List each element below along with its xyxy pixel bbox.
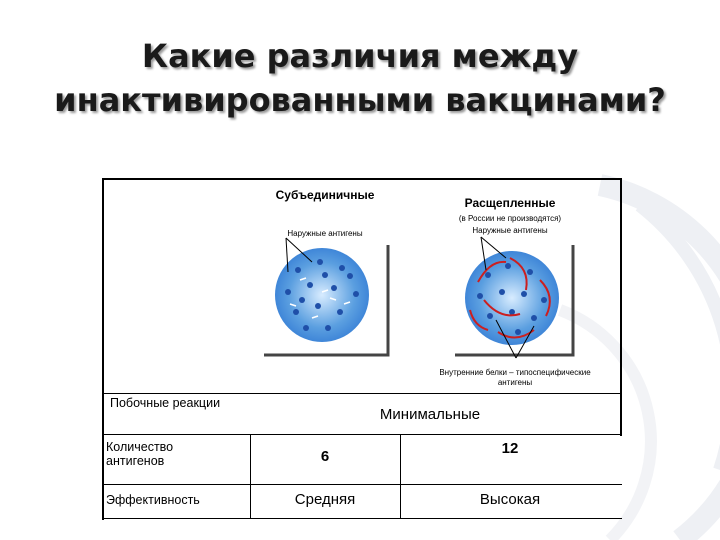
subunit-vaccine-diagram	[264, 238, 388, 355]
internal-label-line-1: Внутренние белки – типоспецифические	[439, 368, 591, 377]
title-line-1: Какие различия между	[141, 37, 579, 75]
split-vaccine-diagram	[455, 237, 573, 358]
antigen-count-label-line-2: антигенов	[106, 454, 165, 468]
cell-antigen-count-split: 12	[501, 440, 519, 457]
split-antigens-label: Наружные антигены	[472, 226, 548, 235]
row-label-efficacy: Эффективность	[106, 493, 200, 507]
row-label-side-effects: Побочные реакции	[110, 396, 221, 410]
row-label-antigen-count	[106, 440, 173, 468]
cell-side-effects-value: Минимальные	[379, 406, 481, 423]
column-header-subunit: Субъединичные	[275, 188, 375, 202]
cell-efficacy-split: Высокая	[479, 491, 541, 508]
split-internal-proteins-label	[410, 368, 620, 388]
split-note: (в России не производятся)	[458, 214, 562, 223]
cell-antigen-count-subunit: 6	[320, 448, 330, 465]
column-header-split: Расщепленные	[464, 196, 556, 210]
cell-efficacy-subunit: Средняя	[294, 491, 356, 508]
subunit-antigens-label: Наружные антигены	[287, 229, 363, 238]
antigen-count-label-line-1: Количество	[106, 440, 174, 454]
title-line-2: инактивированными вакцинами?	[54, 81, 666, 119]
internal-label-line-2: антигены	[497, 378, 533, 387]
